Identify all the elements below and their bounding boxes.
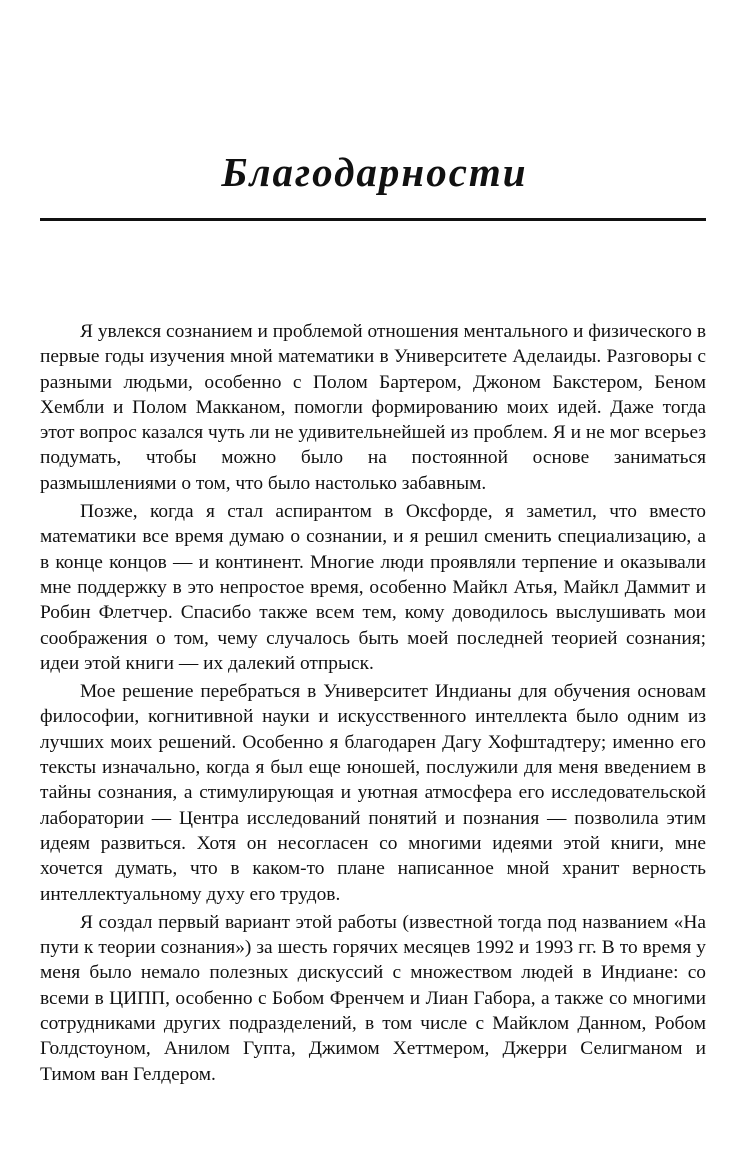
paragraph-2: Позже, когда я стал аспирантом в Оксфорде, я заметил, что вместо математики все время думаю о сознании, и я решил сменить специализацию, а в конце концов — и континент. Многие люди проявляли терпение и оказывали мне поддержку в это непростое время, особенно Майкл Атья, Майкл Даммит и Робин Флетчер. Спасибо также всем тем, кому доводилось выслушивать мои соображения о том, чему случалось быть моей последней теорией сознания; идеи этой книги — их далекий отпрыск. bbox=[40, 501, 706, 674]
paragraph-1: Я увлекся сознанием и проблемой отношения ментального и физического в первые годы изучения мной математики в Университете Аделаиды. Разговоры с разными людьми, особенно с Полом Бартером, Джоном Бакстером, Беном Хембли и Полом Макканом, помогли формированию моих идей. Даже тогда этот вопрос казался чуть ли не удивительнейшей из проблем. Я и не мог всерьез подумать, чтобы можно было на постоянной основе заниматься размышлениями о том, что было настолько забавным. bbox=[40, 321, 706, 494]
body-text bbox=[40, 319, 706, 1090]
page-title: Благодарности bbox=[221, 149, 528, 195]
paragraph-4: Я создал первый вариант этой работы (известной тогда под названием «На пути к теории сознания») за шесть горячих месяцев 1992 и 1993 гг. В то время у меня было немало полезных дискуссий с множеством людей в Индиане: со всеми в ЦИПП, особенно с Бобом Френчем и Лиан Габора, а также со многими сотрудниками других подразделений, в том числе с Майклом Данном, Робом Голдстоуном, Анилом Гупта, Джимом Хеттмером, Джерри Селигманом и Тимом ван Гелдером. bbox=[40, 911, 706, 1085]
paragraph-3: Мое решение перебраться в Университет Индианы для обучения основам философии, когнитивной науки и искусственного интеллекта было одним из лучших моих решений. Особенно я благодарен Дагу Хофштадтеру; именно его тексты изначально, когда я был еще юношей, послужили для меня введением в тайны сознания, а стимулирующая и уютная атмосфера его исследовательской лаборатории — Центра исследований понятий и познания — позволила этим идеям развиться. Хотя он несогласен со многими идеями этой книги, мне хочется думать, что в каком-то плане написанное мной хранит верность интеллектуальному духу его трудов. bbox=[40, 681, 706, 905]
title-divider bbox=[40, 218, 706, 221]
